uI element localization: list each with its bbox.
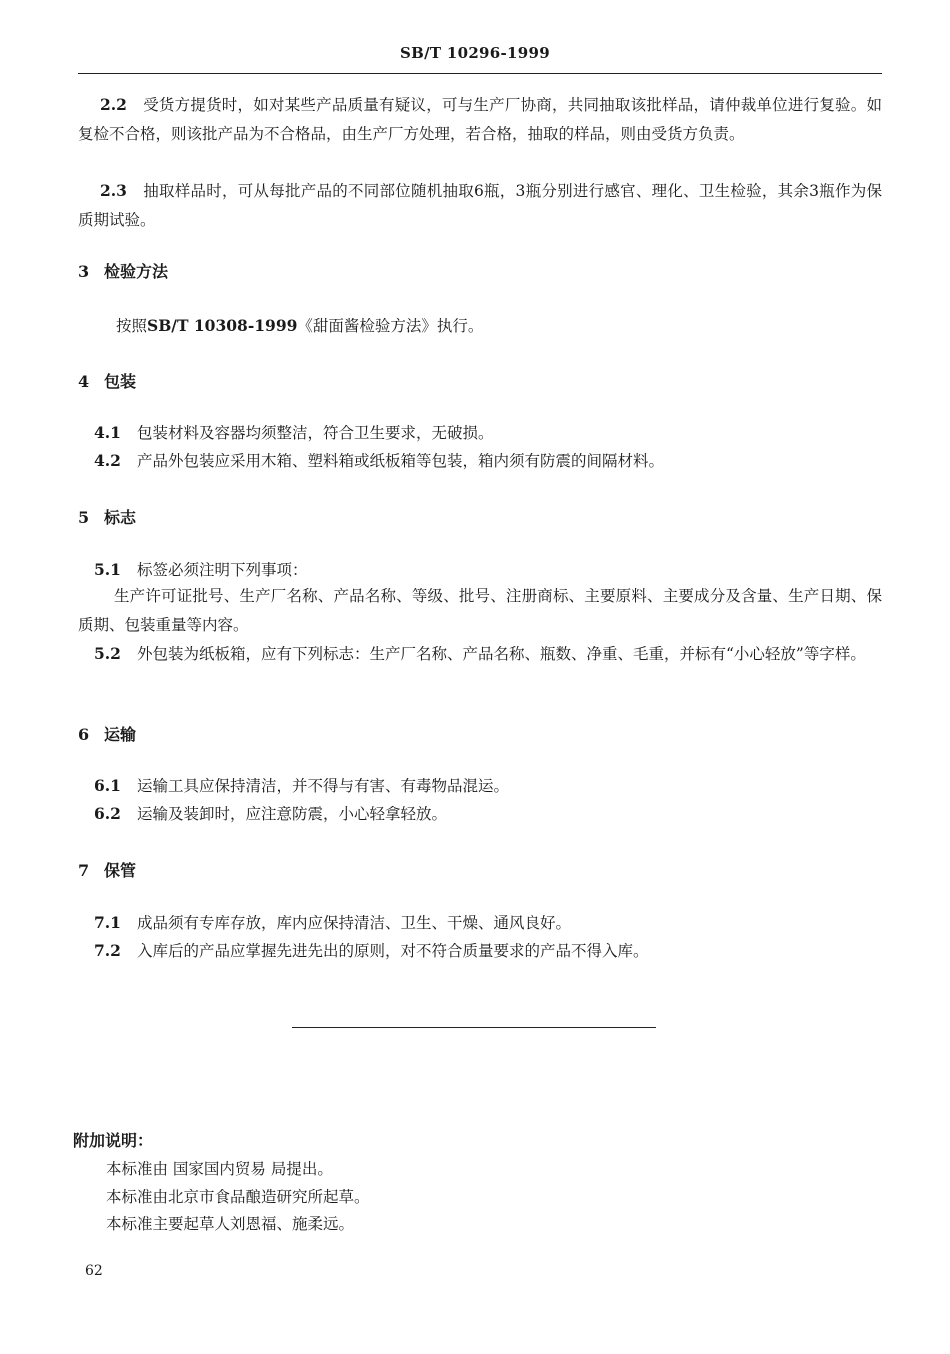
clause-text: 入库后的产品应掌握先进先出的原则，对不符合质量要求的产品不得入库。 bbox=[136, 942, 649, 960]
clause-number: 2.2 bbox=[100, 95, 127, 114]
clause-number: 2.3 bbox=[100, 181, 127, 200]
section-title: 标志 bbox=[104, 508, 137, 527]
clause-number: 4.1 bbox=[94, 423, 121, 442]
clause-number: 7.1 bbox=[94, 913, 121, 932]
appendix-line: 本标准由 国家国内贸易 局提出。 bbox=[106, 1160, 333, 1178]
clause-5-2 bbox=[78, 639, 882, 669]
clause-7-2 bbox=[94, 936, 648, 966]
clause-text: 受货方提货时，如对某些产品质量有疑议，可与生产厂协商，共同抽取该批样品，请仲裁单位进行复验。如复检不合格，则该批产品为不合格品，由生产厂方处理，若合格，抽取的样品，则由受货方负责。 bbox=[78, 96, 882, 143]
clause-number: 5.2 bbox=[94, 644, 121, 663]
clause-number: 6.2 bbox=[94, 804, 121, 823]
clause-2-2 bbox=[78, 90, 882, 149]
referenced-standard: SB/T 10308-1999 bbox=[147, 316, 298, 335]
clause-number: 5.1 bbox=[94, 560, 121, 579]
appendix-line: 本标准由北京市食品酿造研究所起草。 bbox=[106, 1188, 370, 1206]
clause-text: 运输及装卸时，应注意防震，小心轻拿轻放。 bbox=[136, 805, 447, 823]
standard-code-header: SB/T 10296-1999 bbox=[399, 44, 551, 62]
page-number: 62 bbox=[85, 1263, 103, 1279]
clause-5-1-body: 生产许可证批号、生产厂名称、产品名称、等级、批号、注册商标、主要原料、主要成分及含量、生产日期、保质期、包装重量等内容。 bbox=[78, 587, 882, 634]
clause-4-1 bbox=[94, 418, 493, 448]
clause-3-body bbox=[116, 311, 483, 341]
section-number: 4 bbox=[78, 372, 90, 391]
section-heading-5 bbox=[78, 505, 136, 528]
clause-text: 抽取样品时，可从每批产品的不同部位随机抽取6瓶，3瓶分别进行感官、理化、卫生检验，其余3瓶作为保质期试验。 bbox=[78, 182, 882, 229]
section-heading-4 bbox=[78, 369, 136, 392]
section-title: 运输 bbox=[104, 725, 137, 744]
clause-6-2 bbox=[94, 799, 447, 829]
section-number: 7 bbox=[78, 861, 90, 880]
clause-text: 包装材料及容器均须整洁，符合卫生要求，无破损。 bbox=[136, 424, 494, 442]
section-number: 6 bbox=[78, 725, 90, 744]
end-of-standard-rule bbox=[292, 1027, 656, 1028]
clause-text: 成品须有专库存放，库内应保持清洁、卫生、干燥、通风良好。 bbox=[136, 914, 571, 932]
header-divider bbox=[78, 73, 882, 74]
section-number: 3 bbox=[78, 262, 90, 281]
clause-text: 标签必须注明下列事项： bbox=[136, 561, 308, 579]
clause-7-1 bbox=[94, 908, 571, 938]
clause-suffix: 《甜面酱检验方法》执行。 bbox=[297, 317, 484, 335]
clause-6-1 bbox=[94, 771, 509, 801]
clause-prefix: 按照 bbox=[116, 317, 148, 335]
clause-2-3 bbox=[78, 176, 882, 235]
appendix-line: 本标准主要起草人刘恩福、施柔远。 bbox=[106, 1215, 355, 1233]
clause-4-2 bbox=[94, 446, 664, 476]
section-title: 保管 bbox=[104, 861, 137, 880]
clause-text: 产品外包装应采用木箱、塑料箱或纸板箱等包装，箱内须有防震的间隔材料。 bbox=[136, 452, 664, 470]
section-title: 包装 bbox=[104, 372, 137, 391]
clause-number: 4.2 bbox=[94, 451, 121, 470]
section-number: 5 bbox=[78, 508, 90, 527]
clause-5-1 bbox=[94, 555, 307, 585]
clause-text: 运输工具应保持清洁，并不得与有害、有毒物品混运。 bbox=[136, 777, 509, 795]
clause-number: 7.2 bbox=[94, 941, 121, 960]
clause-number: 6.1 bbox=[94, 776, 121, 795]
section-heading-6 bbox=[78, 722, 136, 745]
appendix-title: 附加说明： bbox=[73, 1131, 154, 1150]
section-heading-3 bbox=[78, 259, 168, 282]
clause-text: 外包装为纸板箱，应有下列标志：生产厂名称、产品名称、瓶数、净重、毛重，并标有“小心轻放”等字样。 bbox=[136, 645, 866, 663]
section-heading-7 bbox=[78, 858, 136, 881]
section-title: 检验方法 bbox=[104, 262, 169, 281]
